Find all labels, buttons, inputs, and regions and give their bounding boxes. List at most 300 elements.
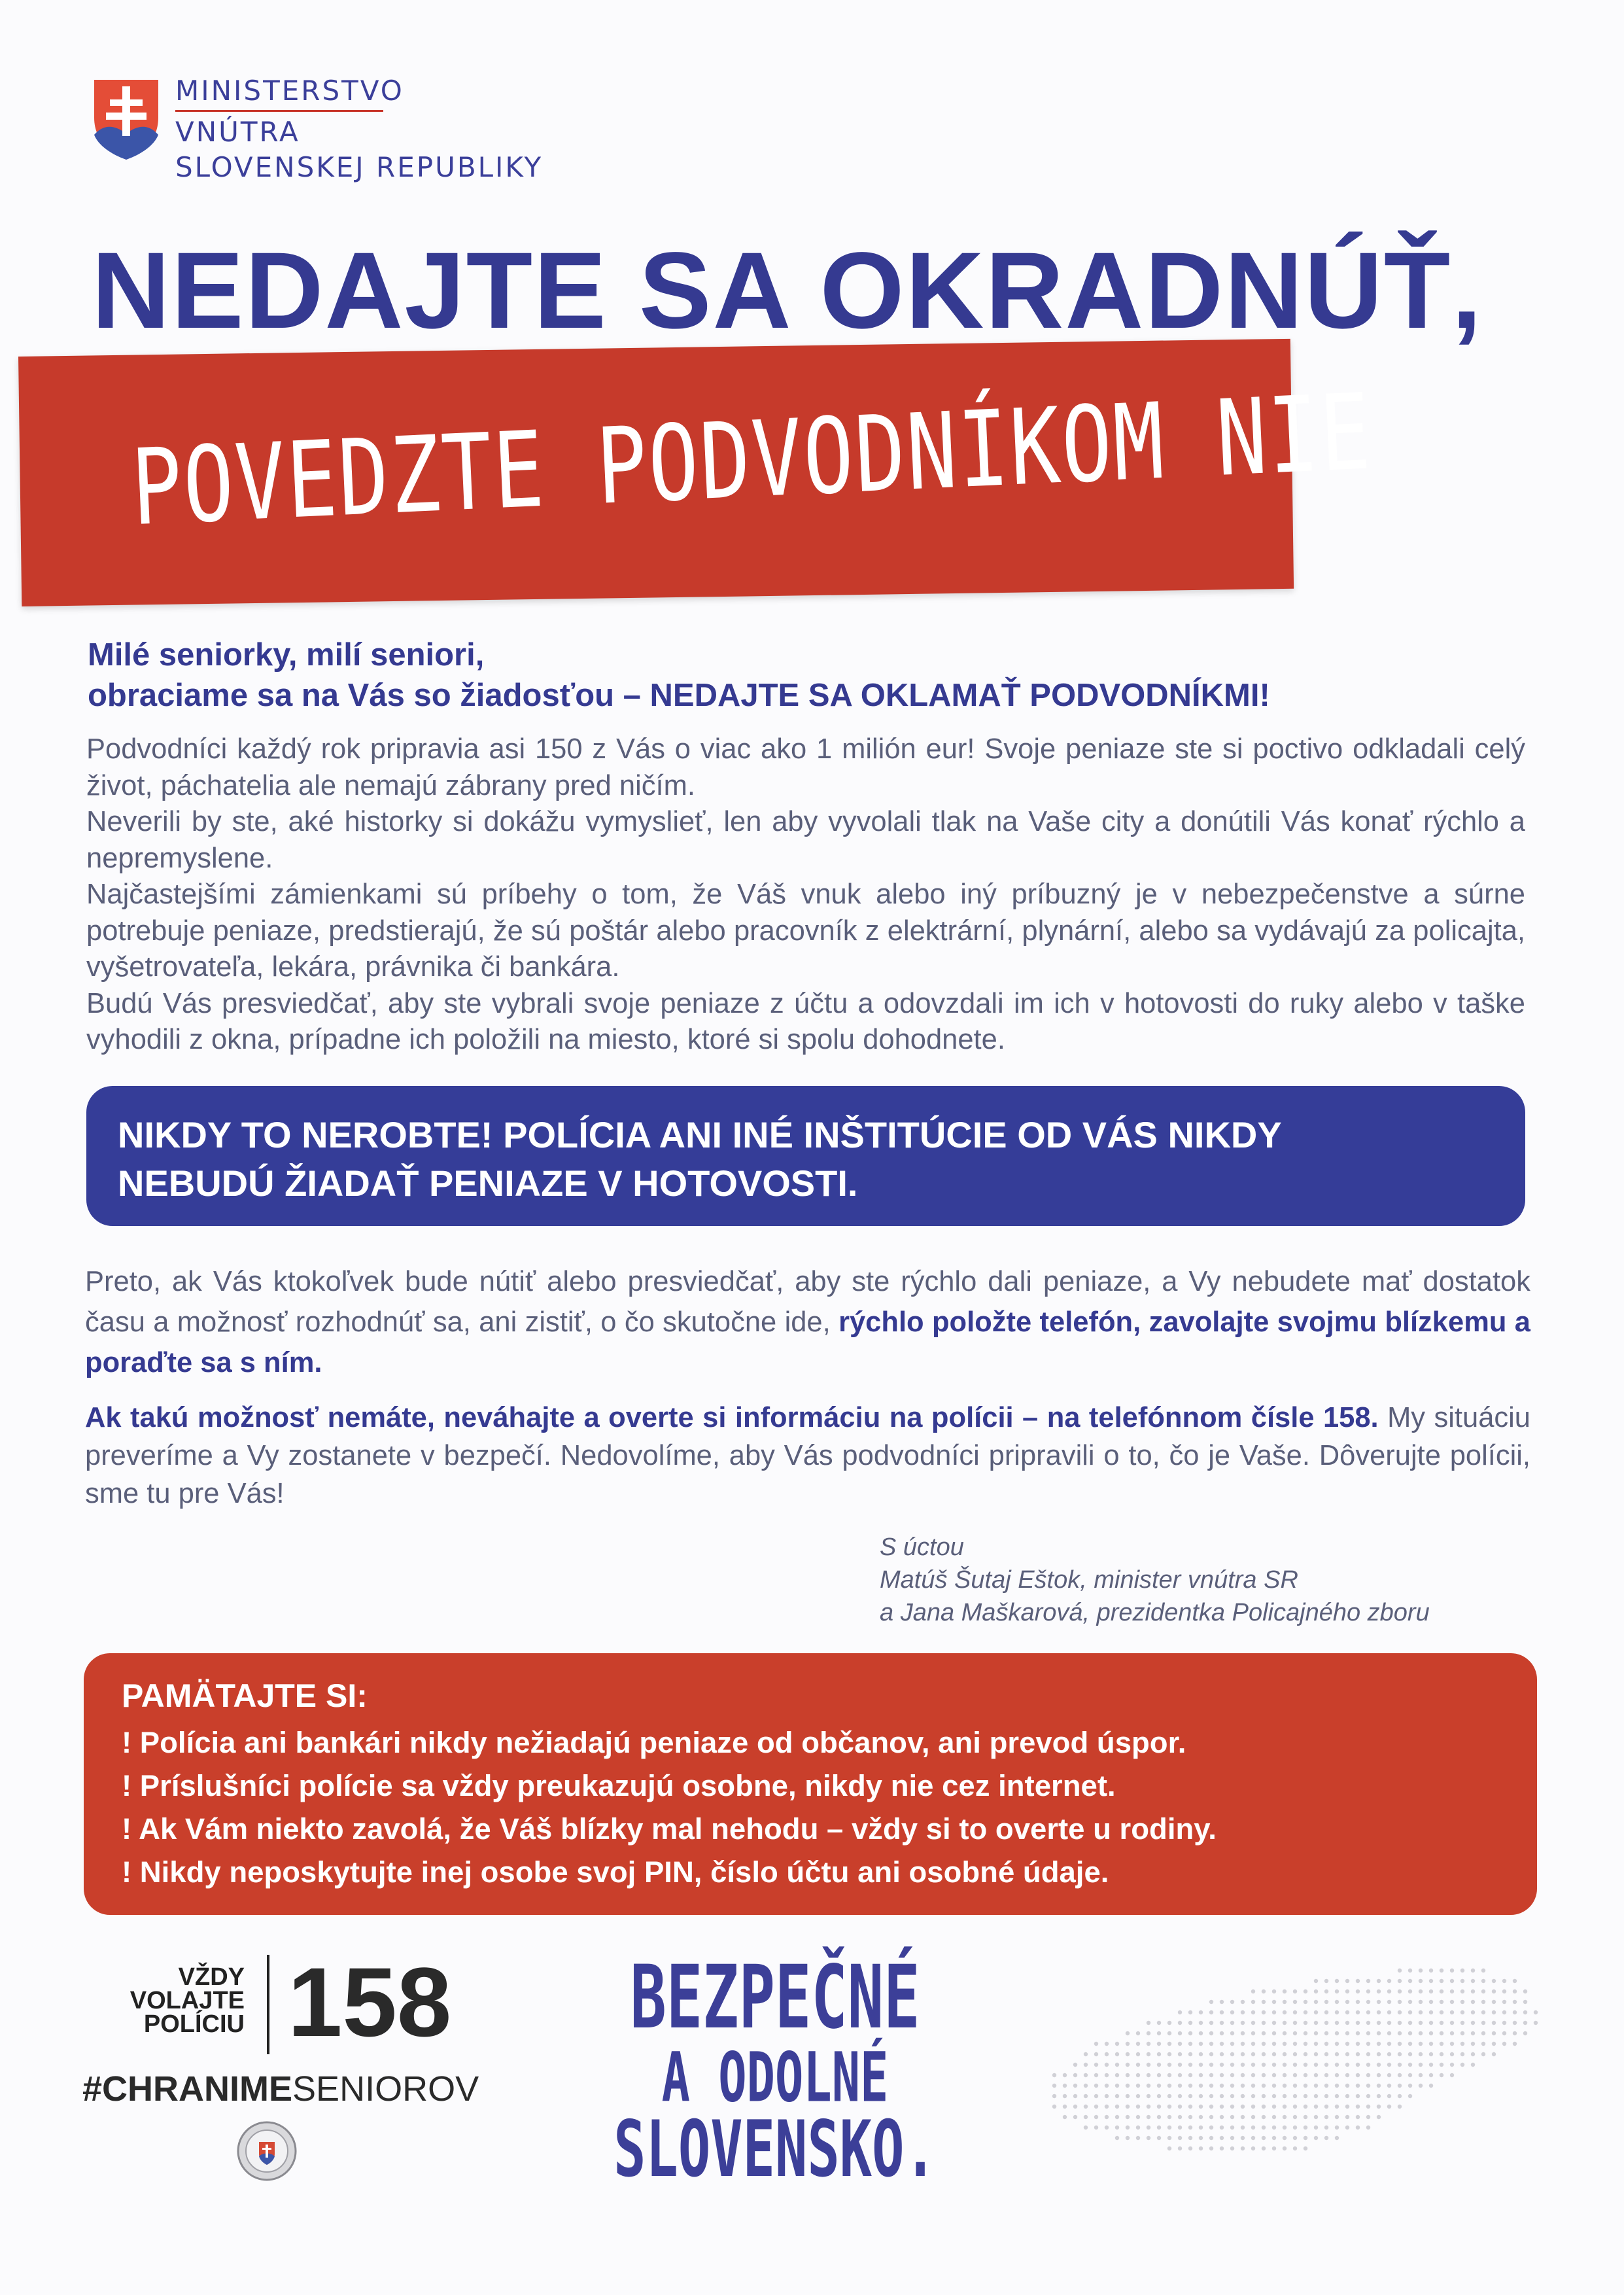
map-dot — [1356, 2052, 1360, 2056]
map-dot — [1283, 2126, 1287, 2129]
red-banner — [18, 339, 1375, 606]
map-dot — [1251, 2136, 1255, 2140]
map-dot — [1293, 2084, 1297, 2088]
map-dot — [1167, 2084, 1171, 2088]
map-dot — [1450, 2063, 1454, 2067]
signature — [880, 1531, 1430, 1629]
map-dot — [1167, 2042, 1171, 2046]
signature-minister: Matúš Šutaj Eštok, minister vnútra SR — [880, 1566, 1298, 1594]
emergency-number: 158 — [288, 1947, 452, 2057]
map-dot — [1126, 2031, 1130, 2035]
map-dot — [1147, 2042, 1150, 2046]
map-dot — [1356, 2073, 1360, 2077]
map-dot — [1230, 2052, 1234, 2056]
map-dot — [1220, 2105, 1224, 2109]
map-dot — [1230, 2094, 1234, 2098]
map-dot — [1220, 2063, 1224, 2067]
map-dot — [1230, 2146, 1234, 2150]
map-dot — [1419, 2073, 1423, 2077]
map-dot — [1304, 2136, 1307, 2140]
map-dot — [1440, 2021, 1443, 2025]
map-dot — [1209, 2084, 1213, 2088]
map-dot — [1167, 2063, 1171, 2067]
map-dot — [1188, 2042, 1192, 2046]
map-dot — [1063, 2105, 1067, 2109]
map-dot — [1356, 2063, 1360, 2067]
headline: NEDAJTE SA OKRADNÚŤ, — [92, 230, 1483, 351]
map-dot — [1345, 2084, 1349, 2088]
map-dot — [1408, 2000, 1412, 2004]
map-dot — [1167, 2094, 1171, 2098]
map-dot — [1513, 1989, 1517, 1993]
map-dot — [1230, 2136, 1234, 2140]
map-dot — [1105, 2073, 1109, 2077]
map-dot — [1345, 2000, 1349, 2004]
map-dot — [1356, 2021, 1360, 2025]
map-dot — [1262, 2063, 1266, 2067]
map-dot — [1335, 2094, 1339, 2098]
warning-box — [86, 1086, 1525, 1226]
map-dot — [1188, 2052, 1192, 2056]
map-dot — [1345, 1979, 1349, 1983]
map-dot — [1199, 2021, 1203, 2025]
map-dot — [1094, 2042, 1098, 2046]
map-dot — [1251, 2063, 1255, 2067]
ministry-divider — [175, 110, 383, 112]
map-dot — [1387, 2063, 1391, 2067]
map-dot — [1126, 2063, 1130, 2067]
map-dot — [1272, 2105, 1276, 2109]
map-dot — [1366, 2010, 1370, 2014]
map-dot — [1188, 2126, 1192, 2129]
map-dot — [1314, 2063, 1318, 2067]
map-dot — [1471, 2042, 1475, 2046]
map-dot — [1199, 2115, 1203, 2119]
map-dot — [1481, 1969, 1485, 1972]
map-dot — [1419, 2063, 1423, 2067]
map-dot — [1178, 2073, 1182, 2077]
slovakia-map-icon — [1020, 1936, 1563, 2185]
map-dot — [1220, 2084, 1224, 2088]
map-dot — [1241, 2063, 1245, 2067]
map-dot — [1230, 2010, 1234, 2014]
map-dot — [1314, 2031, 1318, 2035]
map-dot — [1094, 2115, 1098, 2119]
map-dot — [1460, 1989, 1464, 1993]
map-dot — [1314, 2115, 1318, 2119]
map-dot — [1471, 2010, 1475, 2014]
map-dot — [1304, 2084, 1307, 2088]
map-dot — [1471, 2000, 1475, 2004]
map-dot — [1387, 2094, 1391, 2098]
map-dot — [1293, 2126, 1297, 2129]
remember-item: ! Ak Vám niekto zavolá, že Váš blízky mal nehodu – vždy si to overte u rodiny. — [122, 1812, 1217, 1846]
map-dot — [1324, 2021, 1328, 2025]
map-dot — [1450, 1989, 1454, 1993]
map-dot — [1419, 1989, 1423, 1993]
always-call-line: VOLAJTE — [130, 1987, 245, 2014]
map-dot — [1377, 2105, 1381, 2109]
map-dot — [1188, 2021, 1192, 2025]
map-dot — [1471, 1979, 1475, 1983]
map-dot — [1283, 1989, 1287, 1993]
map-dot — [1241, 2105, 1245, 2109]
map-dot — [1387, 2052, 1391, 2056]
map-dot — [1345, 2073, 1349, 2077]
map-dot — [1335, 2042, 1339, 2046]
map-dot — [1241, 2115, 1245, 2119]
map-dot — [1314, 1989, 1318, 1993]
map-dot — [1272, 2094, 1276, 2098]
map-dot — [1387, 1979, 1391, 1983]
map-dot — [1419, 2084, 1423, 2088]
map-dot — [1366, 1989, 1370, 1993]
map-dot — [1262, 2031, 1266, 2035]
map-dot — [1293, 2021, 1297, 2025]
map-dot — [1052, 2094, 1056, 2098]
map-dot — [1335, 2000, 1339, 2004]
intro-paragraph: Neverili by ste, aké historky si dokážu vymyslieť, len aby vyvolali tlak na Vaše city a donútili Vás konať rýchlo a nepremyslene. — [86, 806, 1525, 874]
map-dot — [1262, 2000, 1266, 2004]
map-dot — [1251, 2052, 1255, 2056]
map-dot — [1136, 2136, 1140, 2140]
map-dot — [1188, 2063, 1192, 2067]
map-dot — [1220, 2031, 1224, 2035]
map-dot — [1220, 2126, 1224, 2129]
map-dot — [1408, 2094, 1412, 2098]
signature-greeting: S úctou — [880, 1533, 964, 1561]
map-dot — [1199, 2084, 1203, 2088]
hashtag — [82, 2069, 479, 2109]
map-dot — [1502, 2021, 1506, 2025]
map-dot — [1419, 2010, 1423, 2014]
map-dot — [1115, 2136, 1119, 2140]
map-dot — [1408, 2042, 1412, 2046]
map-dot — [1481, 2052, 1485, 2056]
map-dot — [1136, 2073, 1140, 2077]
banner-text: POVEDZTE PODVODNÍKOM NIE — [129, 371, 1375, 550]
map-dot — [1429, 2010, 1433, 2014]
map-dot — [1366, 2126, 1370, 2129]
map-dot — [1209, 2052, 1213, 2056]
map-dot — [1188, 2136, 1192, 2140]
slogan-line-1: BEZPEČNÉ — [630, 1946, 920, 2048]
map-dot — [1304, 2042, 1307, 2046]
map-dot — [1419, 2052, 1423, 2056]
map-dot — [1387, 2073, 1391, 2077]
map-dot — [1272, 1989, 1276, 1993]
map-dot — [1199, 2010, 1203, 2014]
map-dot — [1335, 2115, 1339, 2119]
map-dot — [1157, 2073, 1161, 2077]
map-dot — [1345, 2021, 1349, 2025]
map-dot — [1230, 2042, 1234, 2046]
map-dot — [1094, 2084, 1098, 2088]
map-dot — [1209, 2000, 1213, 2004]
map-dot — [1377, 2094, 1381, 2098]
map-dot — [1460, 2052, 1464, 2056]
map-dot — [1450, 2042, 1454, 2046]
map-dot — [1147, 2031, 1150, 2035]
map-dot — [1513, 2031, 1517, 2035]
map-dot — [1262, 2010, 1266, 2014]
map-dot — [1460, 2010, 1464, 2014]
map-dot — [1513, 2000, 1517, 2004]
map-dot — [1387, 2010, 1391, 2014]
map-dot — [1167, 2021, 1171, 2025]
map-dot — [1272, 2010, 1276, 2014]
map-dot — [1126, 2126, 1130, 2129]
map-dot — [1356, 2042, 1360, 2046]
map-dot — [1293, 2052, 1297, 2056]
map-dot — [1304, 2010, 1307, 2014]
map-dot — [1314, 2136, 1318, 2140]
map-dot — [1398, 2021, 1402, 2025]
map-dot — [1251, 1989, 1255, 1993]
map-dot — [1408, 1969, 1412, 1972]
map-dot — [1052, 2084, 1056, 2088]
map-dot — [1167, 2136, 1171, 2140]
map-dot — [1115, 2126, 1119, 2129]
map-dot — [1115, 2115, 1119, 2119]
map-dot — [1356, 2105, 1360, 2109]
police-badge-icon — [235, 2120, 298, 2182]
map-dot — [1492, 2042, 1496, 2046]
map-dot — [1115, 2073, 1119, 2077]
map-dot — [1335, 2084, 1339, 2088]
map-dot — [1356, 1989, 1360, 1993]
map-dot — [1199, 2146, 1203, 2150]
map-dot — [1241, 2126, 1245, 2129]
map-dot — [1335, 2052, 1339, 2056]
map-dot — [1209, 2010, 1213, 2014]
map-dot — [1304, 2063, 1307, 2067]
map-dot — [1199, 2126, 1203, 2129]
map-dot — [1440, 1969, 1443, 1972]
map-dot — [1209, 2031, 1213, 2035]
map-dot — [1241, 2094, 1245, 2098]
map-dot — [1126, 2136, 1130, 2140]
map-dot — [1335, 2031, 1339, 2035]
map-dot — [1052, 2073, 1056, 2077]
map-dot — [1387, 2000, 1391, 2004]
map-dot — [1230, 2073, 1234, 2077]
intro-paragraph: Budú Vás presviedčať, aby ste vybrali svoje peniaze z účtu a odovzdali im ich v hotovosti do ruky alebo v taške vyhodili z okna, prípadne ich položili na miesto, ktoré si spolu dohodnete. — [86, 987, 1525, 1055]
greeting-line-1: Milé seniorky, milí seniori, — [88, 637, 485, 673]
map-dot — [1366, 2063, 1370, 2067]
map-dot — [1429, 1989, 1433, 1993]
map-dot — [1136, 2084, 1140, 2088]
map-dot — [1377, 2084, 1381, 2088]
map-dot — [1450, 2000, 1454, 2004]
map-dot — [1136, 2052, 1140, 2056]
map-dot — [1084, 2052, 1088, 2056]
map-dot — [1283, 2010, 1287, 2014]
map-dot — [1167, 2126, 1171, 2129]
map-dot — [1408, 2021, 1412, 2025]
map-dot — [1304, 2105, 1307, 2109]
map-dot — [1188, 2073, 1192, 2077]
map-dot — [1356, 2010, 1360, 2014]
map-dot — [1262, 2094, 1266, 2098]
map-dot — [1115, 2094, 1119, 2098]
footer-divider — [267, 1955, 269, 2054]
map-dot — [1105, 2126, 1109, 2129]
map-dot — [1345, 2063, 1349, 2067]
map-dot — [1293, 2000, 1297, 2004]
map-dot — [1178, 2021, 1182, 2025]
map-dot — [1440, 1989, 1443, 1993]
map-dot — [1440, 2000, 1443, 2004]
map-dot — [1324, 1979, 1328, 1983]
map-dot — [1366, 1979, 1370, 1983]
map-dot — [1335, 2126, 1339, 2129]
map-dot — [1377, 2021, 1381, 2025]
map-dot — [1324, 2094, 1328, 2098]
warning-line-2: NEBUDÚ ŽIADAŤ PENIAZE V HOTOVOSTI. — [118, 1163, 858, 1204]
map-dot — [1492, 1979, 1496, 1983]
map-dot — [1345, 1989, 1349, 1993]
map-dot — [1147, 2063, 1150, 2067]
map-dot — [1398, 2084, 1402, 2088]
map-dot — [1126, 2084, 1130, 2088]
map-dot — [1387, 2105, 1391, 2109]
map-dot — [1304, 2115, 1307, 2119]
always-call-label — [116, 1965, 245, 2036]
map-dot — [1440, 2073, 1443, 2077]
map-dot — [1209, 2115, 1213, 2119]
map-dot — [1188, 2115, 1192, 2119]
map-dot — [1157, 2031, 1161, 2035]
map-dot — [1136, 2042, 1140, 2046]
map-dot — [1523, 2021, 1527, 2025]
map-dot — [1293, 2136, 1297, 2140]
map-dot — [1136, 2126, 1140, 2129]
always-call-line: VŽDY — [178, 1963, 245, 1991]
map-dot — [1063, 2115, 1067, 2119]
map-dot — [1345, 2042, 1349, 2046]
map-dot — [1366, 2084, 1370, 2088]
map-dot — [1513, 2021, 1517, 2025]
map-dot — [1084, 2084, 1088, 2088]
map-dot — [1094, 2063, 1098, 2067]
map-dot — [1324, 2126, 1328, 2129]
map-dot — [1429, 2073, 1433, 2077]
map-dot — [1262, 2105, 1266, 2109]
map-dot — [1492, 1989, 1496, 1993]
map-dot — [1241, 2042, 1245, 2046]
map-dot — [1147, 2021, 1150, 2025]
map-dot — [1262, 2146, 1266, 2150]
map-dot — [1429, 2042, 1433, 2046]
map-dot — [1345, 2052, 1349, 2056]
map-dot — [1429, 2021, 1433, 2025]
map-dot — [1324, 2136, 1328, 2140]
map-dot — [1345, 2031, 1349, 2035]
map-dot — [1304, 1989, 1307, 1993]
intro-paragraph: Podvodníci každý rok pripravia asi 150 z Vás o viac ako 1 milión eur! Svoje peniaze ste si poctivo odkladali celý život, páchatelia ale nemajú zábrany pred ničím. — [86, 733, 1525, 801]
map-dot — [1262, 2136, 1266, 2140]
map-dot — [1293, 2073, 1297, 2077]
map-dot — [1283, 2063, 1287, 2067]
map-dot — [1136, 2094, 1140, 2098]
map-dot — [1241, 2000, 1245, 2004]
map-dot — [1324, 1989, 1328, 1993]
map-dot — [1199, 2094, 1203, 2098]
map-dot — [1272, 2126, 1276, 2129]
map-dot — [1534, 2010, 1538, 2014]
map-dot — [1147, 2073, 1150, 2077]
map-dot — [1293, 1989, 1297, 1993]
map-dot — [1335, 2021, 1339, 2025]
map-dot — [1178, 2042, 1182, 2046]
map-dot — [1492, 2010, 1496, 2014]
map-dot — [1429, 2000, 1433, 2004]
map-dot — [1460, 1969, 1464, 1972]
map-dot — [1481, 1979, 1485, 1983]
map-dot — [1251, 2021, 1255, 2025]
map-dot — [1136, 2063, 1140, 2067]
remember-item: ! Príslušníci polície sa vždy preukazujú osobne, nikdy nie cez internet. — [122, 1769, 1116, 1802]
map-dot — [1429, 2063, 1433, 2067]
map-dot — [1502, 2031, 1506, 2035]
map-dot — [1304, 2146, 1307, 2150]
map-dot — [1241, 2031, 1245, 2035]
map-dot — [1450, 2021, 1454, 2025]
map-dot — [1502, 2010, 1506, 2014]
map-dot — [1356, 2115, 1360, 2119]
advice-text: Preto, ak Vás ktokoľvek bude nútiť alebo presviedčať, aby ste rýchlo dali peniaze, a Vy nebudete mať dostatok času a možnosť rozhodnúť sa, ani zistiť, o čo skutočne ide, — [85, 1266, 1530, 1338]
map-dot — [1084, 2126, 1088, 2129]
map-dot — [1481, 2042, 1485, 2046]
police-paragraph — [85, 1399, 1530, 1513]
map-dot — [1356, 2094, 1360, 2098]
map-dot — [1230, 2031, 1234, 2035]
map-dot — [1304, 2021, 1307, 2025]
map-dot — [1084, 2094, 1088, 2098]
map-dot — [1209, 2042, 1213, 2046]
map-dot — [1283, 2094, 1287, 2098]
map-dot — [1199, 2042, 1203, 2046]
map-dot — [1115, 2084, 1119, 2088]
slogan — [585, 1946, 965, 2196]
map-dot — [1241, 2021, 1245, 2025]
map-dot — [1094, 2073, 1098, 2077]
map-dot — [1293, 2010, 1297, 2014]
map-dot — [1147, 2094, 1150, 2098]
map-dot — [1377, 2063, 1381, 2067]
map-dot — [1304, 2052, 1307, 2056]
map-dot — [1377, 2010, 1381, 2014]
map-dot — [1429, 1979, 1433, 1983]
map-dot — [1084, 2063, 1088, 2067]
map-dot — [1314, 2073, 1318, 2077]
map-dot — [1251, 2146, 1255, 2150]
map-dot — [1408, 2031, 1412, 2035]
map-dot — [1199, 2105, 1203, 2109]
map-dot — [1513, 2010, 1517, 2014]
map-dot — [1105, 2052, 1109, 2056]
map-dot — [1209, 2073, 1213, 2077]
map-dot — [1419, 1969, 1423, 1972]
police-highlight: Ak takú možnosť nemáte, neváhajte a overte si informáciu na polícii – na telefónnom čísle 158. — [85, 1402, 1379, 1433]
map-dot — [1157, 2094, 1161, 2098]
intro-paragraph: Najčastejšími zámienkami sú príbehy o tom, že Váš vnuk alebo iný príbuzný je v nebezpečenstve a súrne potrebuje peniaze, predstierajú, že sú poštár alebo pracovník z elektrární, plynární, alebo sa vydávajú za policajta, vyšetrovateľa, lekára, právnika či bankára. — [86, 879, 1525, 983]
map-dot — [1377, 2073, 1381, 2077]
map-dot — [1272, 2031, 1276, 2035]
map-dot — [1450, 1969, 1454, 1972]
remember-item: ! Nikdy neposkytujte inej osobe svoj PIN, číslo účtu ani osobné údaje. — [122, 1855, 1109, 1889]
